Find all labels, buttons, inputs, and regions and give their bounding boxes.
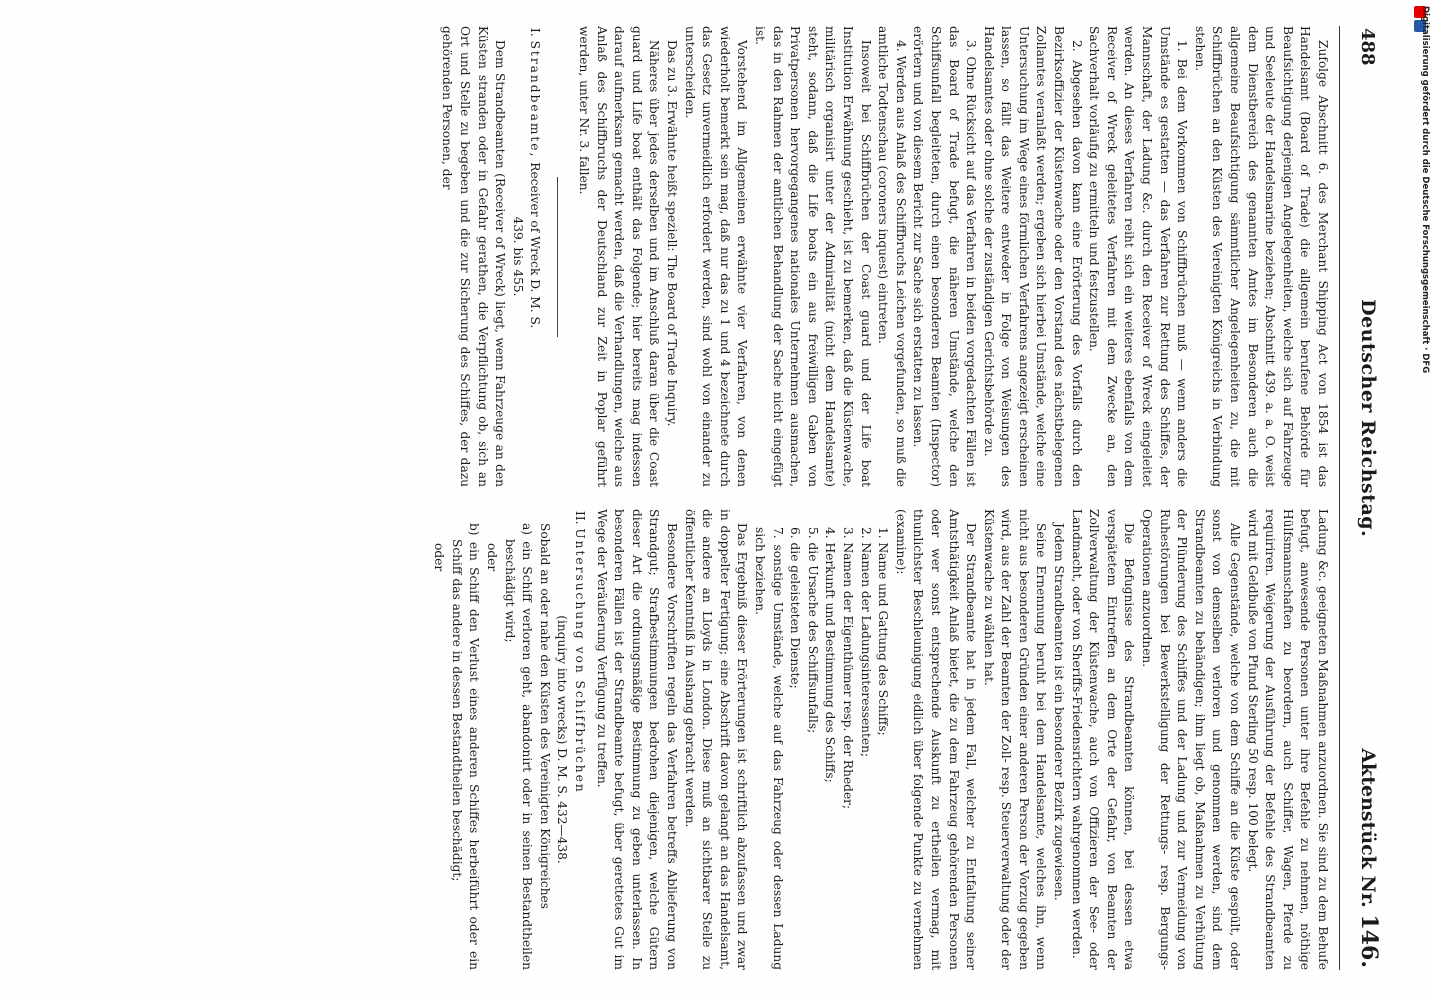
left-column bbox=[430, 26, 1331, 487]
paragraph: Sobald an oder nahe den Küsten des Vereinigten Königreiches bbox=[537, 523, 552, 910]
paragraph: Das zu 3. Erwähnte heißt speziell: The Board of Trade Inquiry. bbox=[665, 40, 680, 427]
list-item-a: a) ein Schiff verloren geht, abandonirt oder in seinen Bestandtheilen beschädigt wird; bbox=[502, 523, 535, 970]
page-header bbox=[1342, 20, 1382, 976]
stamp-label: Digitalisierung gefördert durch die Deutsche Forschungsgemeinschaft bbox=[1420, 6, 1430, 345]
paragraph: Dem Strandbeamten (Receiver of Wreck) liegt, wenn Fahrzeuge an den Küsten stranden oder in Gefahr gerathen, die Verpflichtung ob, sich an Ort und Stelle zu begeben und die zur Sicherung des Schiffes, der dazu gehörenden Personen, der bbox=[440, 26, 508, 487]
section-title: Untersuchung von Schiffbrüchen bbox=[573, 528, 588, 794]
list-item: 5. die Ursache des Schiffsunfalls; bbox=[805, 527, 820, 734]
paragraph: Alle Gegenstände, welche von dem Schiffe an die Küste gespült, oder sonst von demselben verloren und genommen werden, sind dem Strandbeamten zu behändigen; ihm liegt ob, Maßnahmen zu Verhütung der Plünderung des Schiffes und der Ladung und zur Vermeidung von Ruhestörungen bei Bewerkstelligung der Rettungs- resp. Bergungs-Operationen anzuordnen. bbox=[1140, 509, 1243, 970]
list-item: 1. Name und Gattung des Schiffs; bbox=[876, 527, 891, 736]
paragraph: Das Ergebniß dieser Erörterungen ist schriftlich abzufassen und zwar in doppelter Fertigung; eine Abschrift davon gelangt an das Handelsamt, die andere an Lloyds in London. Diese muß an sichtbarer Stelle zu öffentlicher Kenntniß in Aushang gebracht werden. bbox=[682, 509, 750, 970]
paragraph: Die Befugnisse des Strandbeamten können, bei dessen etwa verspätetem Eintreffen an dem Orte der Gefahr, von Beamten der Zollverwaltung der Küstenwache, auch von Offizieren der See- oder Landmacht, oder von Sheriffs-Friedensrichtern wahrgenommen werden. bbox=[1069, 509, 1137, 970]
text-columns bbox=[430, 20, 1331, 976]
paragraph: 1. Bei dem Vorkommen von Schiffbrüchen muß — wenn anders die Umstände es gestatten — das Verfahren zur Rettung des Schiffes, der Mannschaft, der Ladung &c. durch den Receiver of Wreck eingeleitet werden. An dieses Verfahren reiht sich ein weiteres ebenfalls von dem Receiver of Wreck geleitetes Verfahren mit dem Zwecke an, den Sachverhalt vorläufig zu ermitteln und festzustellen. bbox=[1087, 26, 1190, 487]
digitization-stamp bbox=[1410, 0, 1432, 1000]
paragraph: Zufolge Abschnitt 6. des Merchant Shipping Act von 1854 ist das Handelsamt (Board of Trade) die allgemein berufene Behörde für Beaufsichtigung derjenigen Angelegenheiten, welche sich auf Fahrzeuge und Seeleute der Handelsmarine beziehen; Abschnitt 439. a. a. O. weist dem Dienstbereich des genannten Amtes im Besonderen auch die allgemeine Beaufsichtigung sämmtlicher Angelegenheiten zu, die mit Schiffbrüchen an den Küsten des Vereinigten Königreichs in Verbindung stehen. bbox=[1192, 26, 1330, 487]
paragraph: Vorstehend im Allgemeinen erwähnte vier Verfahren, von denen wiederholt bemerkt sein mag, daß nur das zu 1 und 4 bezeichnete durch das Gesetz unvermeidlich erfordert werden, sind wohl von einander zu unterscheiden. bbox=[682, 26, 750, 487]
paragraph: Besondere Vorschriften regeln das Verfahren betreffs Ablieferung von Strandgut; Strafbestimmungen bedrohen diejenigen, welche Gütern dieser Art die ordnungsmäßige Bestimmung zu geben unterlassen. In besonderen Fällen ist der Strandbeamte befugt, über gerettetes Gut im Wege der Veräußerung Verfügung zu treffen. bbox=[594, 509, 680, 970]
section-heading-1 bbox=[526, 26, 544, 487]
section-title: Strandbeamte, bbox=[528, 40, 543, 159]
section-number: I. bbox=[528, 28, 543, 37]
list-item-b: b) ein Schiff den Verlust eines anderen Schiffes herbeiführt oder ein Schiff das andere in dessen Bestandtheilen beschädigt; bbox=[449, 523, 482, 970]
section-number: II. bbox=[573, 511, 588, 525]
section-subtitle: 439. bis 455. bbox=[510, 216, 525, 297]
list-item: 3. Namen der Eigenthümer resp. der Rheder; bbox=[840, 527, 855, 810]
document-label bbox=[1356, 748, 1382, 968]
right-column bbox=[430, 509, 1331, 970]
section-subtitle: (inquiry into wrecks) D. M. S. 432—438. bbox=[555, 615, 570, 864]
list-item: 2. Namen der Ladungsinteressenten; bbox=[858, 527, 873, 758]
doc-label-text: Aktenstück Nr. bbox=[1357, 748, 1379, 908]
list-item: 7. sonstige Umstände, welche auf das Fahrzeug oder dessen Ladung sich beziehen. bbox=[753, 527, 785, 970]
paragraph: Insoweit bei Schiffbrüchen der Coast guard und der Life boat Institution Erwähnung geschieht, ist zu bemerken, daß die Küstenwache, militärisch organisirt unter der Admiralität (nicht dem Handelsamte) steht, sodann, daß die Life boats ein aus freiwilligen Gaben von Privatpersonen hervorgegangenes nationales Unternehmen ausmachen, das in den Rahmen der amtlichen Behandlung der Sache nicht eingefügt ist. bbox=[753, 26, 873, 487]
paragraph: Ladung &c. geeigneten Maßnahmen anzuordnen. Sie sind zu dem Behufe befugt, anwesende Personen unter ihre Befehle zu nehmen, nöthige Hülfsmannschaften zu beordern, auch Schiffer, Wagen, Pferde zu requiriren. Weigerung der Ausführung der Befehle des Strandbeamten wird mit Geldbuße von Pfund Sterling 50 resp. 100 belegt. bbox=[1245, 509, 1330, 970]
stamp-text: Digitalisierung gefördert durch die Deutsche Forschungsgemeinschaft · DFG bbox=[1420, 6, 1430, 374]
stamp-logo-text: DFG bbox=[1420, 353, 1430, 374]
publication-title: Deutscher Reichstag. bbox=[1357, 299, 1379, 538]
paragraph: Jedem Strandbeamten ist ein besonderer Bezirk zugewiesen. bbox=[1052, 523, 1067, 901]
doc-number: 146. bbox=[1356, 914, 1382, 968]
section-title-rest: Receiver of Wreck D. M. S. bbox=[528, 162, 543, 329]
page-number: 488 bbox=[1357, 28, 1378, 66]
paragraph: 4. Werden aus Anlaß des Schiffbruchs Leichen vorgefunden, so muß die amtliche Todtenschau (coroners inquest) eintreten. bbox=[876, 26, 908, 487]
section-heading-2 bbox=[570, 509, 588, 970]
conjunction: oder bbox=[485, 543, 500, 572]
paragraph: 3. Ohne Rücksicht auf das Verfahren in beiden vorgedachten Fällen ist das Board of Trade befugt, die näheren Umstände, welche den Schiffsunfall begleiteten, durch einen besonderen Beamten (Inspector) erörtern und von diesem Bericht zur Sache sich erstatten zu lassen. bbox=[911, 26, 979, 487]
conjunction: oder bbox=[432, 543, 447, 572]
list-item: 4. Herkunft und Bestimmung des Schiffs; bbox=[823, 527, 838, 783]
paragraph: Näheres über jedes derselben und im Anschluß daran über die Coast guard und Life boat enthält das Folgende; hier bereits mag indessen darauf aufmerksam gemacht werden, daß die Verhandlungen, welche aus Anlaß des Schiffbruchs der Deutschland zur Zeit in Poplar geführt werden, unter Nr. 3. fallen. bbox=[577, 26, 662, 487]
paragraph: Der Strandbeamte hat in jedem Fall, welcher zu Entfaltung seiner Amtsthätigkeit Anlaß bietet, die zu dem Fahrzeug gehörenden Personen oder wer sonst entsprechende Auskunft zu ertheilen vermag, mit thunlichster Beschleunigung eidlich über folgende Punkte zu vernehmen (examine): bbox=[893, 509, 979, 970]
paragraph: Seine Ernennung beruht bei dem Handelsamte, welches ihn, wenn nicht aus besonderen Gründen einer anderen Person der Vorzug gegeben wird, aus der Zahl der Beamten der Zoll- resp. Steuerverwaltung oder der Küstenwache zu wählen hat. bbox=[981, 509, 1049, 970]
paragraph: 2. Abgesehen davon kann eine Erörterung des Vorfalls durch den Bezirksoffizier der Küstenwache oder den Vorstand des nächstbelegenen Zollamtes veranlaßt werden; ergeben sich hierbei Umstände, welche eine Untersuchung im Wege eines förmlichen Verfahrens angezeigt erscheinen lassen, so fällt das Weitere entweder in Folge von Weisungen des Handelsamtes oder ohne solche der zuständigen Gerichtsbehörde zu. bbox=[981, 26, 1084, 487]
document-page bbox=[16, 0, 1396, 1000]
header-rule bbox=[1339, 26, 1340, 970]
section-divider bbox=[557, 177, 558, 337]
list-item: 6. die geleisteten Dienste; bbox=[788, 527, 803, 689]
